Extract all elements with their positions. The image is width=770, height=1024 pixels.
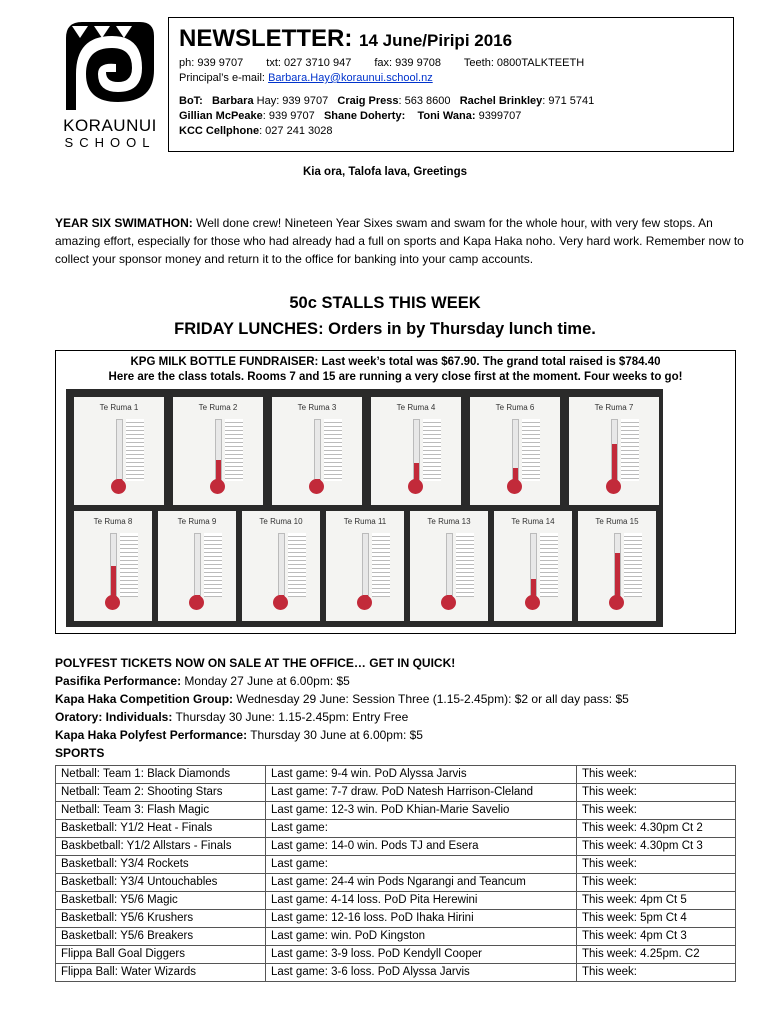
thermometer-tube (362, 533, 369, 599)
text-number: txt: 027 3710 947 (266, 57, 352, 69)
sports-row (56, 928, 736, 946)
thermometer-tube (413, 419, 420, 483)
thermometer-fill (612, 444, 617, 482)
kcc-line (179, 124, 723, 139)
contact-line (179, 56, 723, 71)
phone-number: ph: 939 9707 (179, 57, 244, 69)
sports-row (56, 766, 736, 784)
milk-fundraiser-text (56, 351, 735, 385)
fax-number: fax: 939 9708 (374, 57, 442, 69)
bot-line (179, 109, 723, 124)
sports-row (56, 910, 736, 928)
thermometer-sheet (470, 397, 560, 505)
thermometer-ticks (624, 533, 642, 597)
thermometer-bulb (309, 479, 324, 494)
team-name-cell: Flippa Ball: Water Wizards (56, 964, 266, 982)
kcc-label: KCC Cellphone (179, 125, 260, 137)
thermometer-sheet (410, 511, 488, 621)
team-name-cell: Basketball: Y3/4 Untouchables (56, 874, 266, 892)
bot-member-name: Toni Wana: (417, 110, 476, 122)
logo-school: SCHOOL (64, 135, 156, 150)
sports-table (55, 765, 736, 982)
thermometer-sheet (272, 397, 362, 505)
thermometer-sheet (371, 397, 461, 505)
this-week-cell: This week: (577, 874, 736, 892)
thermometer-tube (194, 533, 201, 599)
sports-row (56, 784, 736, 802)
bot-members (179, 94, 723, 139)
this-week-cell: This week: (577, 856, 736, 874)
team-name-cell: Netball: Team 3: Flash Magic (56, 802, 266, 820)
polyfest-item-text: Monday 27 June at 6.00pm: $5 (181, 674, 350, 688)
kcc-phone: : 027 241 3028 (259, 125, 333, 137)
thermometer-ticks (372, 533, 390, 597)
last-game-cell: Last game: (266, 856, 577, 874)
polyfest-item-text: Thursday 30 June at 6.00pm: $5 (247, 728, 423, 742)
email-label: Principal’s e-mail: (179, 72, 265, 84)
thermometer-bulb (357, 595, 372, 610)
teeth-number: Teeth: 0800TALKTEETH (463, 57, 585, 69)
this-week-cell: This week: 4pm Ct 3 (577, 928, 736, 946)
sports-row (56, 838, 736, 856)
sports-row (56, 964, 736, 982)
thermometer-sheet (569, 397, 659, 505)
polyfest-item (55, 690, 755, 708)
polyfest-item (55, 672, 755, 690)
thermometer-tube (314, 419, 321, 483)
thermometer-bulb (441, 595, 456, 610)
thermometer-bulb (408, 479, 423, 494)
this-week-cell: This week: 4pm Ct 5 (577, 892, 736, 910)
last-game-cell: Last game: 9-4 win. PoD Alyssa Jarvis (266, 766, 577, 784)
thermometer-tube (278, 533, 285, 599)
thermometer-label: Te Ruma 14 (511, 517, 555, 526)
polyfest-item (55, 726, 755, 744)
thermometer-label: Te Ruma 3 (297, 403, 337, 412)
stalls-line: 50c STALLS THIS WEEK (289, 294, 481, 312)
thermometer-label: Te Ruma 7 (594, 403, 634, 412)
logo-name: KORAUNUI (63, 116, 157, 135)
thermometer-label: Te Ruma 6 (495, 403, 535, 412)
thermometer-ticks (324, 419, 342, 481)
thermometer-ticks (423, 419, 441, 481)
bot-label: BoT: (179, 95, 203, 107)
thermometer-label: Te Ruma 10 (259, 517, 303, 526)
last-game-cell: Last game: 12-3 win. PoD Khian-Marie Savelio (266, 802, 577, 820)
thermometer-sheet (242, 511, 320, 621)
bot-member-name: Craig Press (337, 95, 399, 107)
thermometer-sheet (173, 397, 263, 505)
koru-logo-icon (58, 18, 162, 114)
thermometer-label: Te Ruma 1 (99, 403, 139, 412)
thermometer-tube (215, 419, 222, 483)
thermometer-ticks (204, 533, 222, 597)
last-game-cell: Last game: 3-9 loss. PoD Kendyll Cooper (266, 946, 577, 964)
thermometer-bulb (609, 595, 624, 610)
thermometer-photo (66, 389, 663, 627)
polyfest-item-label: Kapa Haka Polyfest Performance: (55, 728, 248, 742)
thermometer-tube (530, 533, 537, 599)
bot-member-phone: : 563 8600 (398, 95, 451, 107)
title-label: NEWSLETTER: (179, 25, 353, 52)
sports-row (56, 820, 736, 838)
polyfest-item-text: Wednesday 29 June: Session Three (1.15-2.45pm): $2 or all day pass: $5 (233, 692, 629, 706)
thermometer-label: Te Ruma 9 (177, 517, 217, 526)
bot-member-phone: : 971 5741 (542, 95, 595, 107)
team-name-cell: Basketball: Y5/6 Magic (56, 892, 266, 910)
last-game-cell: Last game: 14-0 win. Pods TJ and Esera (266, 838, 577, 856)
sports-row (56, 874, 736, 892)
thermometer-label: Te Ruma 2 (198, 403, 238, 412)
bot-member-name: Shane Doherty: (323, 110, 406, 122)
last-game-cell: Last game: 7-7 draw. PoD Natesh Harrison-Cleland (266, 784, 577, 802)
thermometer-sheet (578, 511, 656, 621)
this-week-cell: This week: (577, 784, 736, 802)
this-week-cell: This week: 5pm Ct 4 (577, 910, 736, 928)
team-name-cell: Netball: Team 2: Shooting Stars (56, 784, 266, 802)
bot-member-phone: 9399707 (475, 110, 522, 122)
thermometer-tube (446, 533, 453, 599)
team-name-cell: Basketball: Y5/6 Breakers (56, 928, 266, 946)
polyfest-item (55, 708, 755, 726)
sports-row (56, 802, 736, 820)
thermometer-label: Te Ruma 11 (343, 517, 387, 526)
team-name-cell: Basketball: Y5/6 Krushers (56, 910, 266, 928)
bot-member-name: Rachel Brinkley (459, 95, 543, 107)
swimathon-text: Well done crew! Nineteen Year Sixes swam and swam for the whole hour, with very few stops. An amazing effort, especially for those who had already had a full on sports and Kapa Haka noho. Very hard work. Remember now to collect your sponsor money and return it to the office for banking into your camp accounts. (55, 216, 744, 266)
thermometer-fill (615, 553, 620, 598)
polyfest-item-label: Pasifika Performance: (55, 674, 182, 688)
stalls-heading (0, 290, 770, 342)
thermometer-tube (116, 419, 123, 483)
thermometer-bulb (210, 479, 225, 494)
bot-member-name: Barbara (212, 95, 254, 107)
thermometer-sheet (74, 397, 164, 505)
thermometer-ticks (288, 533, 306, 597)
thermometer-bulb (105, 595, 120, 610)
bot-line (179, 94, 723, 109)
thermometer-tube (611, 419, 618, 483)
this-week-cell: This week: 4.25pm. C2 (577, 946, 736, 964)
thermometer-bulb (273, 595, 288, 610)
team-name-cell: Basketball: Y3/4 Rockets (56, 856, 266, 874)
milk-fundraiser-box (55, 350, 736, 634)
newsletter-date: 14 June/Piripi 2016 (359, 31, 513, 50)
email-line (179, 71, 723, 86)
polyfest-item-label: Oratory: Individuals: (55, 710, 173, 724)
thermometer-bulb (525, 595, 540, 610)
team-name-cell: Basketball: Y1/2 Heat - Finals (56, 820, 266, 838)
milk-class-line: Here are the class totals. Rooms 7 and 15 are running a very close first at the moment. Four weeks to go! (108, 371, 683, 383)
thermometer-bulb (189, 595, 204, 610)
sports-row (56, 856, 736, 874)
polyfest-item-text: Thursday 30 June: 1.15-2.45pm: Entry Free (172, 710, 409, 724)
polyfest-section (55, 654, 755, 762)
this-week-cell: This week: (577, 766, 736, 784)
thermometer-label: Te Ruma 13 (427, 517, 471, 526)
thermometer-sheet (494, 511, 572, 621)
newsletter-title (179, 24, 723, 56)
thermometer-fill (111, 566, 116, 598)
greeting: Kia ora, Talofa lava, Greetings (302, 166, 468, 178)
sports-heading: SPORTS (55, 746, 105, 760)
polyfest-item-label: Kapa Haka Competition Group: (55, 692, 234, 706)
last-game-cell: Last game: 3-6 loss. PoD Alyssa Jarvis (266, 964, 577, 982)
thermometer-tube (110, 533, 117, 599)
polyfest-heading: POLYFEST TICKETS NOW ON SALE AT THE OFFICE… GET IN QUICK! (55, 656, 456, 670)
this-week-cell: This week: (577, 802, 736, 820)
thermometer-ticks (126, 419, 144, 481)
last-game-cell: Last game: 4-14 loss. PoD Pita Herewini (266, 892, 577, 910)
team-name-cell: Netball: Team 1: Black Diamonds (56, 766, 266, 784)
thermometer-ticks (456, 533, 474, 597)
swimathon-label: YEAR SIX SWIMATHON: (55, 216, 193, 230)
school-logo (58, 18, 162, 150)
bot-member-phone: : 939 9707 (262, 110, 315, 122)
sports-row (56, 892, 736, 910)
last-game-cell: Last game: win. PoD Kingston (266, 928, 577, 946)
thermometer-sheet (74, 511, 152, 621)
thermometer-ticks (522, 419, 540, 481)
last-game-cell: Last game: (266, 820, 577, 838)
bot-member-phone: Hay: 939 9707 (253, 95, 329, 107)
this-week-cell: This week: 4.30pm Ct 2 (577, 820, 736, 838)
swimathon-paragraph (55, 214, 745, 268)
thermometer-label: Te Ruma 8 (93, 517, 133, 526)
thermometer-ticks (540, 533, 558, 597)
header-box (168, 17, 734, 152)
thermometer-bulb (606, 479, 621, 494)
lunches-line: FRIDAY LUNCHES: Orders in by Thursday lunch time. (174, 320, 596, 338)
principal-email-link[interactable]: Barbara.Hay@koraunui.school.nz (268, 72, 433, 84)
thermometer-sheet (326, 511, 404, 621)
milk-total-line: KPG MILK BOTTLE FUNDRAISER: Last week’s total was $67.90. The grand total raised is $784.40 (130, 356, 661, 368)
thermometer-tube (512, 419, 519, 483)
this-week-cell: This week: 4.30pm Ct 3 (577, 838, 736, 856)
thermometer-tube (614, 533, 621, 599)
bot-member-name: Gillian McPeake (179, 110, 263, 122)
last-game-cell: Last game: 24-4 win Pods Ngarangi and Teancum (266, 874, 577, 892)
thermometer-bulb (507, 479, 522, 494)
thermometer-ticks (621, 419, 639, 481)
thermometer-sheet (158, 511, 236, 621)
team-name-cell: Baskbetball: Y1/2 Allstars - Finals (56, 838, 266, 856)
thermometer-ticks (225, 419, 243, 481)
sports-row (56, 946, 736, 964)
thermometer-label: Te Ruma 15 (595, 517, 639, 526)
this-week-cell: This week: (577, 964, 736, 982)
thermometer-label: Te Ruma 4 (396, 403, 436, 412)
last-game-cell: Last game: 12-16 loss. PoD Ihaka Hirini (266, 910, 577, 928)
team-name-cell: Flippa Ball Goal Diggers (56, 946, 266, 964)
thermometer-bulb (111, 479, 126, 494)
thermometer-ticks (120, 533, 138, 597)
